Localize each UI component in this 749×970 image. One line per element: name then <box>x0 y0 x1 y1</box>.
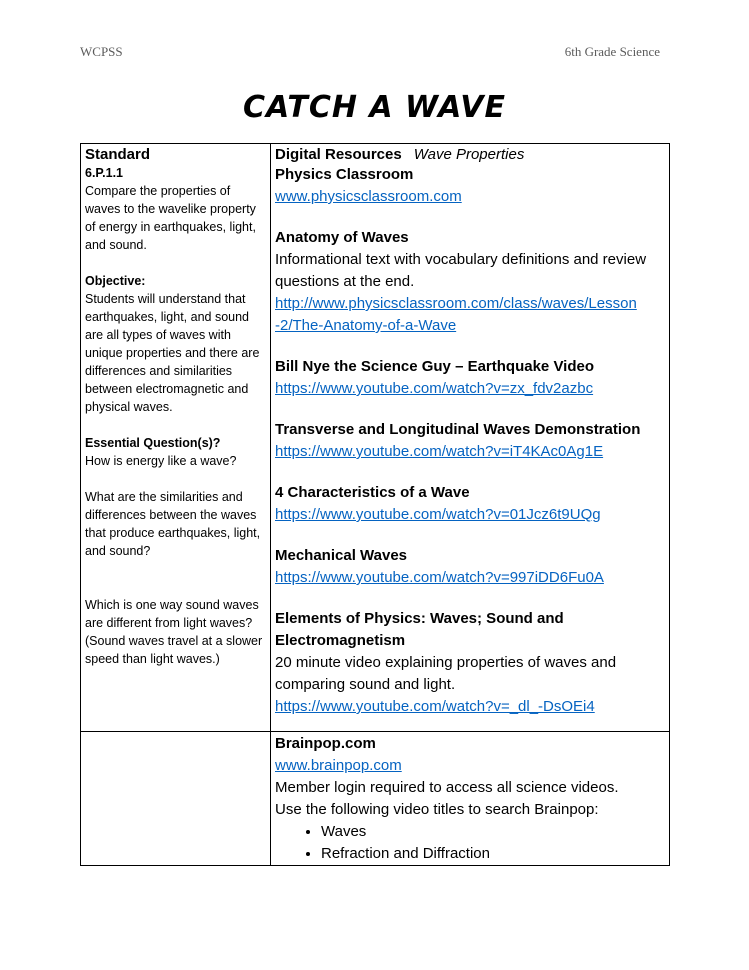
brainpop-title: Brainpop.com <box>275 735 376 752</box>
list-item: • Waves <box>321 821 665 843</box>
resource-link-continued[interactable]: -2/The-Anatomy-of-a-Wave <box>275 317 457 334</box>
brainpop-instruction: Use the following video titles to search Brainpop: <box>275 801 599 818</box>
essential-question-1: How is energy like a wave? <box>85 454 237 468</box>
resource-title: Anatomy of Waves <box>275 229 409 246</box>
resource-link[interactable]: http://www.physicsclassroom.com/class/waves/Lesson <box>275 295 637 312</box>
resource-link[interactable]: https://www.youtube.com/watch?v=zx_fdv2azbc <box>275 380 594 397</box>
resource-title: 4 Characteristics of a Wave <box>275 484 470 501</box>
list-item: • Refraction and Diffraction <box>321 843 665 865</box>
resources-heading: Digital Resources <box>275 146 402 163</box>
resource-table <box>80 143 670 866</box>
standard-code: 6.P.1.1 <box>85 166 124 180</box>
resource-title: Bill Nye the Science Guy – Earthquake Video <box>275 358 595 375</box>
resources-cell <box>271 144 670 732</box>
resource-link[interactable]: https://www.youtube.com/watch?v=_dl_-DsOEi4 <box>275 698 595 715</box>
header-right: 6th Grade Science <box>564 44 660 59</box>
resource-description: 20 minute video explaining properties of waves and comparing sound and light. <box>275 654 617 693</box>
header-left: WCPSS <box>80 44 123 59</box>
standard-text: Compare the properties of waves to the wavelike property of energy in earthquakes, light, and sound. <box>85 184 256 252</box>
objective-text: Students will understand that earthquakes, light, and sound are all types of waves with unique properties and there are differences and similarities between electromagnetic and physical waves. <box>85 292 260 414</box>
resource-title: Elements of Physics: Waves; Sound and Electromagnetism <box>275 610 564 649</box>
essential-question-3: Which is one way sound waves are different from light waves? (Sound waves travel at a slower speed than light waves.) <box>85 598 263 666</box>
resource-link[interactable]: https://www.youtube.com/watch?v=997iDD6Fu0A <box>275 569 604 586</box>
essential-question-2: What are the similarities and differences between the waves that produce earthquakes, light, and sound? <box>85 490 261 558</box>
resources-heading-row <box>275 144 665 164</box>
page-title: CATCH A WAVE <box>243 90 506 125</box>
brainpop-cell <box>271 732 670 866</box>
brainpop-video-list <box>275 821 665 865</box>
standard-cell <box>81 144 271 732</box>
objective-label: Objective: <box>85 274 146 288</box>
table-row <box>81 144 670 732</box>
resource-link[interactable]: https://www.youtube.com/watch?v=iT4KAc0Ag1E <box>275 443 604 460</box>
resource-link[interactable]: www.physicsclassroom.com <box>275 188 462 205</box>
table-row <box>81 732 670 866</box>
resource-title: Transverse and Longitudinal Waves Demonstration <box>275 421 641 438</box>
resource-title: Physics Classroom <box>275 166 414 183</box>
brainpop-description: Member login required to access all science videos. <box>275 779 619 796</box>
brainpop-link[interactable]: www.brainpop.com <box>275 757 402 774</box>
resource-description: Informational text with vocabulary definitions and review questions at the end. <box>275 251 647 290</box>
resource-title: Mechanical Waves <box>275 547 408 564</box>
empty-cell <box>81 732 271 866</box>
standard-heading: Standard <box>85 146 151 163</box>
resource-link[interactable]: https://www.youtube.com/watch?v=01Jcz6t9UQg <box>275 506 601 523</box>
essential-question-label: Essential Question(s)? <box>85 436 221 450</box>
resources-subheading: Wave Properties <box>413 146 525 163</box>
